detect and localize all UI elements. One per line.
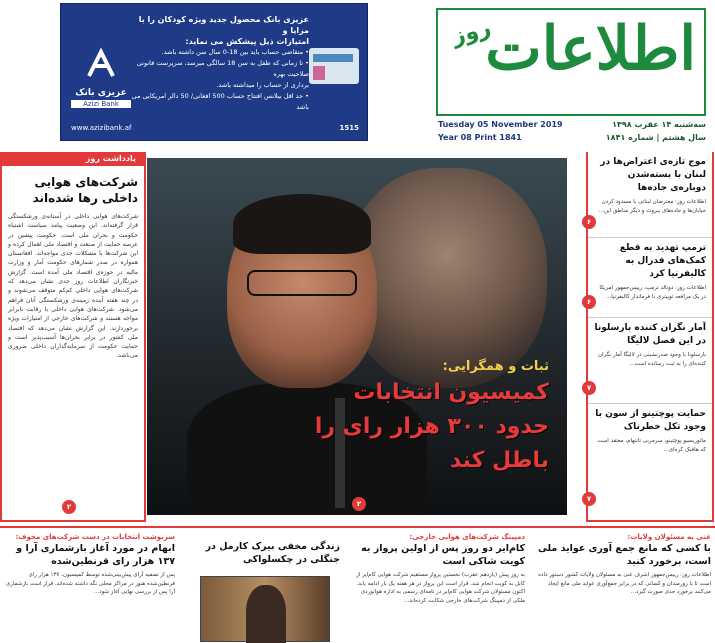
column-headline[interactable]: شرکت‌های هوایی داخلی رها شده‌اند (32, 175, 138, 205)
brief-headline: ترمپ تهدید به قطع کمک‌های فدرال به کالیفرنیا کرد (619, 243, 706, 279)
ad-line: عزیزی بانک محصول جدید ویژه کودکان را با مزایا و (138, 15, 309, 35)
page-badge: ۲ (62, 500, 76, 514)
brief-body: اطلاعات روز: معترضان لبنانی با مسدود کردن خیابان‌ها و جاده‌های بیروت و دیگر مناطق این... (598, 199, 706, 214)
main-story-caption[interactable] (289, 358, 549, 478)
story-body: اطلاعات روز: رییس‌جمهور اشرف غنی به مسئولان ولایات کشور دستور داده است تا با زورمندان و کسانی که در برابر جمع‌آوری عواید ملی مانع ایجاد می‌کنند برخورد جدی صورت گیرد... (538, 572, 711, 595)
ad-text (119, 14, 309, 113)
page-badge: ۲ (352, 497, 366, 511)
date-en: Tuesday 05 November 2019 (438, 120, 563, 129)
brief-headline: موج تازه‌ی اعتراض‌ها در لبنان با بسته‌شدن دوباره‌ی جاده‌ها (600, 157, 706, 193)
bank-name-en: Azizi Bank (71, 100, 131, 108)
brief-item[interactable] (588, 152, 712, 238)
speaker-glasses (247, 270, 357, 296)
azizi-bank-logo (71, 44, 131, 114)
ad-line: • حد اقل بیلانس افتتاح حساب 500 افغانی/ 50 دالر امریکایی می باشد (131, 92, 309, 111)
bank-advertisement[interactable] (60, 3, 368, 141)
issue-fa: سال هشتم | شماره ۱۸۴۱ (605, 133, 706, 142)
date-fa: سه‌شنبه ۱۴ عقرب ۱۳۹۸ (612, 120, 706, 129)
column-kicker: یادداشت روز (2, 152, 144, 166)
bank-name-fa: عزیزی بانک (75, 88, 127, 98)
karmal-photo (200, 576, 330, 642)
ad-line: برداری از حساب را میداشته باشد. (216, 81, 309, 89)
story-headline: زندگی مخفی بیرک کارمل در جنگلی در چکسلواکی (205, 541, 340, 565)
page-badge: ۷ (582, 492, 596, 506)
main-story-headline-1: کمیسیون انتخابات (353, 380, 549, 405)
page-badge: ۶ (582, 295, 596, 309)
story-kicker: غنی به مسئولان ولایات: (627, 533, 711, 541)
brand-suffix: روز (449, 15, 494, 50)
column-body: شرکت‌های هوایی داخلی در آستانه‌ی ورشکستگی قرار گرفته‌اند. این وضعیت پیامد سیاست اشتباه حکومت و بحران ملی است. حکومت پیشین در عرصه حمایت از صنعت و اقتصاد ملی اهمال کرده و این شرکت‌ها با مشکلات جدی مواجه‌اند. افغانستان همواره در صدر شمارهای حکومت آمار و وزارت مالیه در حوزه‌ی اقتصاد ملی آمده است. گزارش خبرنگاران اطلاعات روز جدی نشان می‌دهد که شرکت‌های هوایی داخلی کم‌کم متوقف می‌شوند و در چند هفته آینده زمینه‌ی ورشکستگی آنان فراهم می‌شود. شرکت‌های هوایی داخلی با رقابت نابرابر مواجه هستند و شرکت‌های خارجی از امتیازات ویژه برخوردارند. این گزارش نشان می‌دهد که اقتصاد ملی کشور در برابر بحران‌ها آسیب‌پذیر است و حمایت حکومت از سرمایه‌گذاران داخلی ضروری می‌باشد. (8, 213, 138, 360)
bottom-story-2[interactable] (350, 532, 525, 605)
main-story-photo[interactable] (147, 158, 567, 515)
background-portrait (347, 168, 547, 388)
brief-item[interactable] (588, 404, 712, 514)
bottom-story-1[interactable] (535, 532, 711, 597)
story-body: به روز پیش (یازدهم عقرب) نخستین پرواز مستقیم شرکت هوایی کام‌ایر از کابل به کویت انجام شد. قرار است این پرواز در هر هفته یک بار ادامه یابد. اکنون مسئولان شرکت هوایی کام‌ایر در نامه‌ای رسمی به اداره هوانوردی ملکی از دمپینگ شرکت‌های خارجی شکایت کرده‌اند... (356, 572, 525, 604)
story-headline: کام‌ایر دو روز پس از اولین پرواز به کویت شاکی است (361, 543, 525, 567)
news-briefs-column (586, 152, 714, 522)
editorial-column[interactable] (0, 152, 146, 522)
brief-headline: آمار نگران کننده بارسلونا در این فصل لالیگا (594, 323, 706, 346)
brief-body: اطلاعات روز: دونالد ترمپ، رییس‌جمهور امریکا در یک مرافعه توییتری با فرماندار کالیفرنیا... (599, 285, 706, 300)
brief-body: مائوریسیو پوچتینو، سرمربی تاتنهام، معتقد است که هافبک کره‌ای... (597, 438, 706, 453)
ad-line: • تا زمانی که طفل به سن 18 سالگی میرسد، سرپرست قانونی صلاحیت بهره (136, 59, 309, 78)
person-figure (246, 585, 286, 643)
dateline (438, 118, 706, 144)
ad-line: امتیازات ذیل پیشکش می نماید: (185, 37, 309, 46)
masthead-logo[interactable] (436, 8, 706, 116)
ad-hotline: 1515 (339, 124, 359, 132)
ad-footer (71, 122, 359, 134)
bottom-story-4[interactable] (5, 532, 175, 597)
story-headline: ابهام در مورد آغاز بازشماری آرا و ۱۳۷ هزار رای قرنطین‌شده (16, 543, 175, 567)
brief-item[interactable] (588, 318, 712, 404)
ad-website[interactable]: www.azizibank.af (71, 124, 132, 132)
story-body: پس از تصفیه آرای پیش‌بینی‌شده توسط کمیسیون، ۱۳۷ هزار رای قرنطین‌شده هنوز در مراکز محلی نگه داشته شده‌اند. قرار است بازشماری آرا پس از بررسی نهایی آغاز شود... (5, 572, 175, 595)
brief-headline: حمایت پوچتینو از سون با وجود تکل خطرناک (595, 409, 706, 432)
story-headline: با کسی که مانع جمع آوری عواید ملی است، برخورد کنید (537, 543, 711, 567)
page-badge: ۷ (582, 381, 596, 395)
speaker-hair (233, 194, 371, 254)
bank-card-icon (309, 48, 359, 84)
bottom-stories (0, 526, 715, 643)
brief-item[interactable] (588, 238, 712, 318)
main-story-kicker: ثبات و همگرایی: (442, 359, 549, 374)
ad-line: • متقاضی حساب باید بین 18-0 سال سن داشته باشد. (161, 48, 309, 56)
issue-en: Year 08 Print 1841 (438, 133, 522, 142)
brief-body: بارسلونا با وجود صدرنشینی در لالیگا آمار نگران کننده‌ای را به ثبت رسانده است... (598, 352, 706, 367)
bank-logo-icon (81, 44, 121, 84)
story-kicker: سرنوشت انتخابات در دست شرکت‌های مخوف: (15, 533, 175, 541)
bottom-story-3[interactable] (190, 532, 340, 566)
page-badge: ۶ (582, 215, 596, 229)
brand-title: اطلاعات (485, 14, 696, 84)
story-kicker: دمپینگ شرکت‌های هوایی خارجی: (409, 533, 525, 541)
main-story-headline-2: حدود ۳۰۰ هزار رای را باطل کند (314, 414, 549, 473)
